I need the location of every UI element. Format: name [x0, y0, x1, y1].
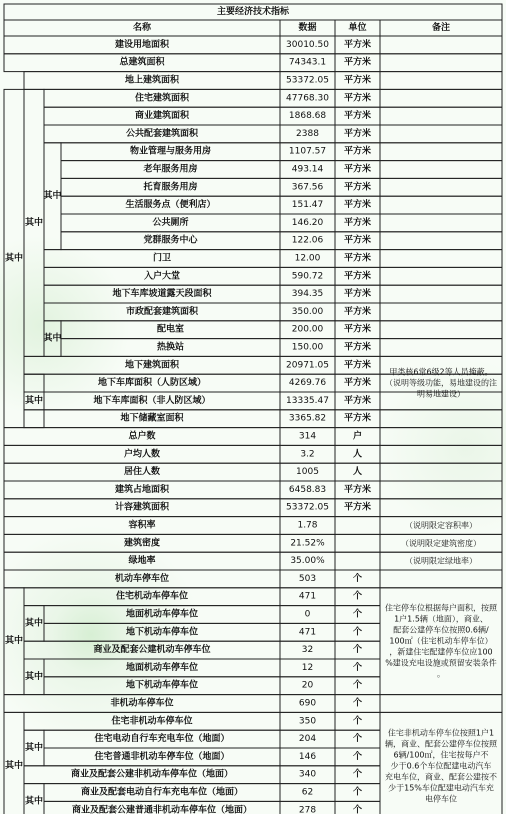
row-unit: 人	[352, 449, 363, 460]
row-name: 总建筑面积	[119, 57, 165, 68]
note-cell	[380, 232, 502, 250]
row-unit: 个	[352, 716, 363, 727]
row-unit: 个	[352, 609, 363, 620]
row-unit: 平方米	[343, 413, 372, 424]
row-name: 地上建筑面积	[124, 75, 180, 86]
row-name: 热换站	[156, 342, 185, 353]
row-name: 市政配套建筑面积	[125, 306, 199, 317]
note-cell	[380, 428, 502, 446]
row-value: 493.14	[291, 164, 324, 175]
row-name: 公共配套建筑面积	[125, 128, 199, 139]
row-name: 物业管理与服务用房	[129, 146, 212, 157]
row-name: 地面机动车停车位	[125, 662, 199, 673]
row-value: 471	[298, 627, 317, 638]
row-unit: 平方米	[343, 217, 372, 228]
row-value: 3365.82	[288, 413, 327, 424]
row-name: 机动车停车位	[114, 573, 170, 584]
row-value: 74343.1	[288, 57, 327, 68]
group-label: 其中	[4, 636, 24, 647]
note-cell	[380, 499, 502, 517]
row-unit: 平方米	[343, 306, 372, 317]
row-unit: 人	[352, 467, 363, 478]
row-unit: 个	[352, 734, 363, 745]
row-unit: 平方米	[343, 484, 372, 495]
header-name: 名称	[132, 23, 152, 33]
row-unit: 平方米	[343, 182, 372, 193]
row-unit: 平方米	[343, 502, 372, 513]
row-unit: 平方米	[343, 146, 372, 157]
row-unit: 户	[352, 431, 363, 442]
note-cell	[380, 303, 502, 321]
row-value: 21.52%	[290, 538, 325, 549]
row-value: 394.35	[291, 289, 324, 300]
row-note: （说明限定建筑密度）	[401, 538, 481, 548]
header-unit: 单位	[348, 23, 367, 33]
row-name: 建设用地面积	[114, 39, 170, 50]
row-value: 151.47	[291, 200, 324, 211]
row-unit: 个	[352, 698, 363, 709]
row-unit: 平方米	[343, 200, 372, 211]
civil-defense-note: 甲类核6常6级2等人员掩蔽。（说明等级功能，易地建设的注明易地建设）	[385, 367, 497, 399]
header-note: 备注	[431, 23, 451, 33]
note-cell	[380, 463, 502, 481]
table-title: 主要经济技术指标	[216, 7, 290, 17]
row-value: 12	[301, 662, 314, 673]
row-value: 35.00%	[290, 556, 325, 567]
row-value: 150.00	[291, 342, 324, 353]
row-name: 住宅普通非机动车停车位（地面）	[94, 751, 230, 762]
row-name: 商业及配套公建普通非机动车停车位（地面）	[71, 805, 253, 814]
row-unit: 个	[352, 591, 363, 602]
row-unit: 个	[352, 662, 363, 673]
row-unit: 平方米	[343, 164, 372, 175]
note-cell	[380, 54, 502, 72]
row-name: 地下车库面积（非人防区域）	[93, 395, 211, 406]
row-value: 690	[298, 698, 317, 709]
row-unit: 平方米	[343, 378, 372, 389]
note-cell	[380, 250, 502, 268]
row-value: 590.72	[291, 271, 324, 282]
row-name: 居住人数	[123, 467, 161, 478]
row-unit: 个	[352, 680, 363, 691]
row-value: 146.20	[291, 217, 324, 228]
row-name: 商业及配套公建机动车停车位	[93, 645, 211, 656]
row-name: 商业及配套电动自行车充电车位（地面）	[80, 787, 244, 798]
note-cell	[380, 214, 502, 232]
note-cell	[380, 481, 502, 499]
row-unit: 平方米	[343, 253, 372, 264]
row-name: 商业及配套公建非机动车停车位（地面）	[70, 769, 234, 780]
row-name: 地下机动车停车位	[125, 627, 199, 638]
note-cell	[380, 107, 502, 125]
note-cell	[380, 36, 502, 54]
note-cell	[380, 143, 502, 161]
row-value: 350.00	[291, 306, 324, 317]
note-cell	[380, 339, 502, 357]
row-value: 53372.05	[286, 75, 329, 86]
row-unit: 平方米	[343, 111, 372, 122]
row-value: 13335.47	[286, 395, 329, 406]
row-value: 1005	[296, 467, 319, 478]
row-value: 340	[298, 769, 317, 780]
row-value: 1107.57	[288, 146, 327, 157]
row-name: 总户数	[128, 431, 156, 442]
note-cell	[380, 410, 502, 428]
row-name: 生活服务点（便利店）	[125, 200, 216, 211]
row-name: 党群服务中心	[143, 235, 198, 246]
group-label: 其中	[24, 671, 44, 682]
row-value: 1.78	[297, 520, 318, 531]
note-cell	[380, 570, 502, 588]
note-cell	[380, 178, 502, 196]
row-value: 146	[298, 751, 317, 762]
row-value: 53372.05	[286, 502, 329, 513]
row-unit: 个	[352, 769, 363, 780]
row-value: 503	[298, 573, 317, 584]
row-value: 47768.30	[286, 93, 329, 104]
row-name: 地下车库面积（人防区域）	[97, 378, 207, 389]
row-name: 容积率	[128, 520, 156, 531]
group-label: 其中	[24, 395, 44, 406]
row-name: 户均人数	[123, 449, 161, 460]
row-value: 30010.50	[286, 39, 329, 50]
row-name: 建筑密度	[123, 538, 161, 549]
row-name: 门卫	[152, 253, 172, 264]
row-name: 绿地率	[128, 556, 156, 567]
group-label: 其中	[24, 796, 44, 807]
row-name: 非机动车停车位	[110, 698, 174, 709]
row-name: 老年服务用房	[143, 164, 198, 175]
row-value: 4269.76	[288, 378, 327, 389]
row-name: 入户大堂	[143, 271, 181, 282]
row-unit: 平方米	[343, 289, 372, 300]
row-unit: 平方米	[343, 271, 372, 282]
row-name: 住宅机动车停车位	[115, 591, 189, 602]
row-unit: 平方米	[343, 75, 372, 86]
group-label: 其中	[24, 217, 44, 228]
row-value: 12.00	[294, 253, 321, 264]
group-label: 其中	[4, 760, 24, 771]
row-name: 地下车库坡道露天段面积	[112, 289, 212, 300]
note-cell	[380, 161, 502, 179]
row-unit: 个	[352, 805, 363, 814]
group-label: 其中	[24, 618, 44, 629]
row-unit: 平方米	[343, 39, 372, 50]
note-cell	[380, 72, 502, 90]
row-name: 计容建筑面积	[114, 502, 170, 513]
row-value: 62	[301, 787, 314, 798]
row-value: 6458.83	[288, 484, 327, 495]
row-unit: 个	[352, 787, 363, 798]
row-value: 20971.05	[286, 360, 329, 371]
row-value: 20	[301, 680, 314, 691]
row-name: 住宅电动自行车充电车位（地面）	[94, 734, 230, 745]
row-name: 建筑占地面积	[114, 484, 170, 495]
group-label: 其中	[24, 743, 44, 753]
row-name: 商业建筑面积	[134, 111, 190, 122]
row-unit: 平方米	[343, 93, 372, 104]
row-value: 278	[298, 805, 317, 814]
group-label: 其中	[4, 253, 24, 264]
row-name: 住宅非机动车停车位	[111, 716, 193, 727]
row-unit: 平方米	[343, 395, 372, 406]
row-name: 地下机动车停车位	[125, 680, 199, 691]
header-value: 数据	[298, 23, 317, 33]
motor-parking-note: 住宅停车位根据每户面积，按照 1户1.5辆（地面），商业、配套公建停车位按照0.6辆/ 100㎡（住宅机动车停车位），新建住宅配建停车位应100 %建设充电设施或预留安装条件。	[385, 603, 497, 679]
row-name: 配电室	[156, 324, 185, 335]
nonmotor-parking-note: 住宅非机动车停车位按照1户1 辆，商业、配套公建停车位按照 6辆/100㎡，住宅按每户不少于0.6个车位配建电动汽车充电车位，商业、配套公建按不少于15%车位配建电动汽车充电停车位	[385, 728, 497, 804]
note-cell	[380, 267, 502, 285]
row-value: 0	[304, 609, 311, 620]
note-cell	[380, 321, 502, 339]
row-unit: 个	[352, 751, 363, 762]
row-unit: 平方米	[343, 57, 372, 68]
row-value: 2388	[296, 128, 319, 139]
row-name: 公共厕所	[152, 217, 189, 228]
row-value: 122.06	[291, 235, 324, 246]
row-value: 367.56	[291, 182, 324, 193]
row-value: 32	[301, 645, 314, 656]
row-note: （说明限定绿地率）	[405, 556, 477, 566]
row-unit: 平方米	[343, 342, 372, 353]
row-unit: 个	[352, 627, 363, 638]
row-unit: 个	[352, 573, 363, 584]
unit-cell	[335, 534, 380, 552]
row-unit: 个	[352, 645, 363, 656]
row-unit: 平方米	[343, 128, 372, 139]
group-label: 其中	[43, 191, 62, 202]
row-name: 托育服务用房	[143, 182, 198, 193]
group-label: 其中	[43, 333, 62, 344]
row-value: 204	[298, 734, 317, 745]
row-name: 地下建筑面积	[124, 360, 180, 371]
row-value: 471	[298, 591, 317, 602]
row-name: 地下储藏室面积	[120, 413, 184, 424]
row-value: 1868.68	[288, 111, 327, 122]
row-note: （说明限定容积率）	[405, 521, 477, 530]
unit-cell	[335, 552, 380, 570]
row-unit: 平方米	[343, 235, 372, 246]
note-cell	[380, 89, 502, 107]
row-name: 地面机动车停车位	[125, 609, 199, 620]
row-unit: 平方米	[343, 324, 372, 335]
row-value: 350	[298, 716, 317, 727]
row-value: 314	[298, 431, 317, 442]
note-cell	[380, 125, 502, 143]
unit-cell	[335, 517, 380, 535]
note-cell	[380, 196, 502, 214]
row-value: 200.00	[291, 324, 324, 335]
row-unit: 平方米	[343, 360, 372, 371]
note-cell	[380, 285, 502, 303]
note-cell	[380, 445, 502, 463]
row-name: 住宅建筑面积	[134, 93, 190, 104]
note-cell	[380, 695, 502, 713]
row-value: 3.2	[300, 449, 315, 460]
